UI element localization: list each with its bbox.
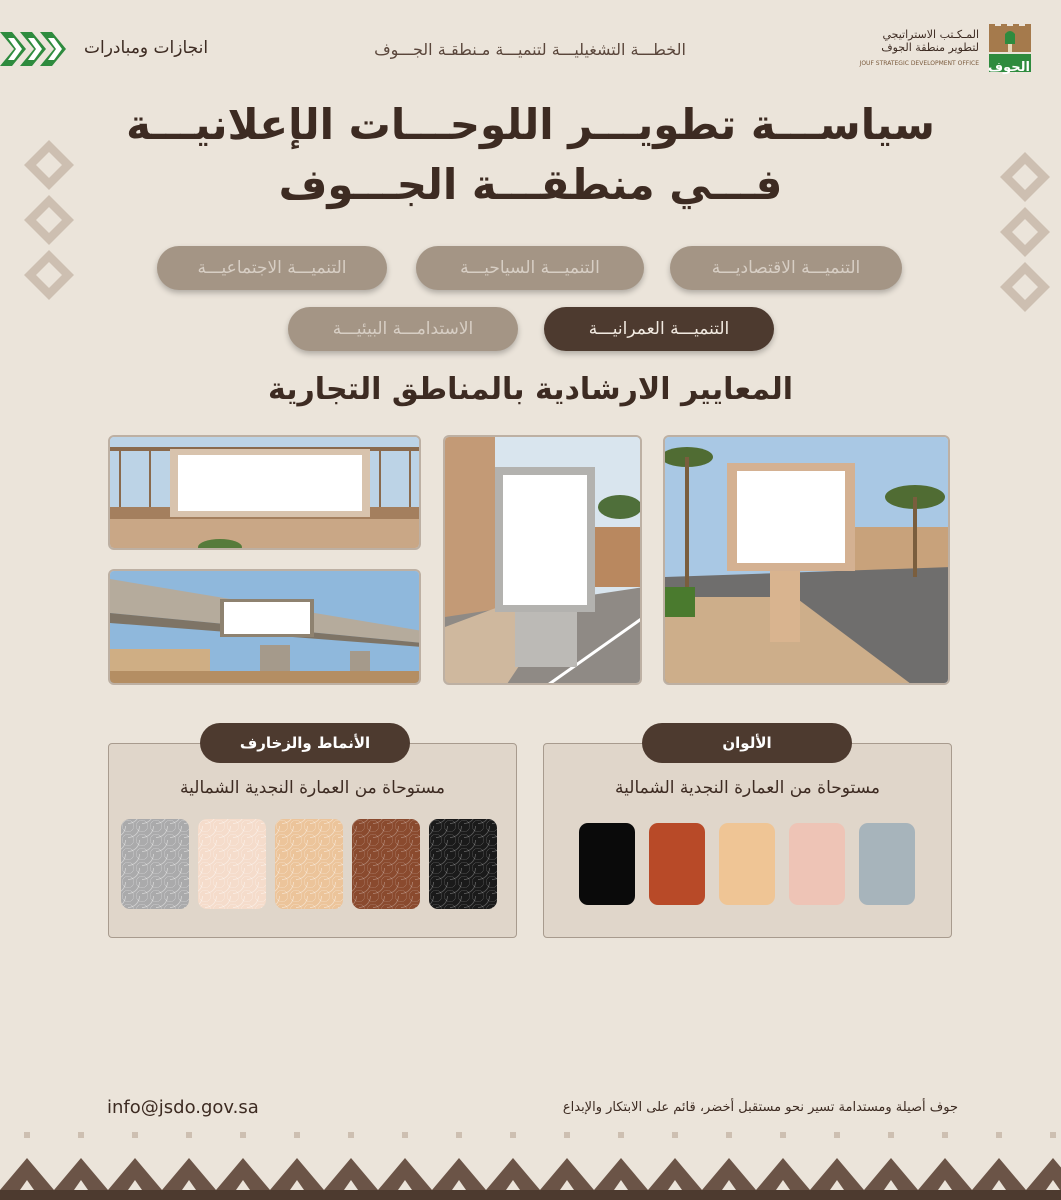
colors-description: مستوحاة من العمارة النجدية الشمالية: [615, 778, 880, 798]
page-title-line1: سياســـة تطويـــر اللوحـــات الإعلانيـــة: [126, 100, 935, 149]
color-swatch: [579, 823, 635, 905]
tab-environmental-sustainability[interactable]: الاستدامـــة البيئيـــة: [288, 307, 518, 351]
logo-text-line2: لتطوير منطقة الجوف: [881, 41, 979, 54]
tab-tourism-development[interactable]: التنميـــة السياحيـــة: [416, 246, 644, 290]
ornament-dot: [240, 1132, 246, 1138]
footer-ornament-band-icon: [0, 1128, 1061, 1200]
street-pole-billboard-image: [443, 435, 642, 685]
tab-economic-development[interactable]: التنميـــة الاقتصاديـــة: [670, 246, 902, 290]
ornament-dot: [672, 1132, 678, 1138]
overpass-billboard-image: [108, 569, 421, 685]
ornament-dot: [942, 1132, 948, 1138]
colors-tab: الألوان: [642, 723, 852, 763]
logo-mark: الجوف: [988, 60, 1030, 75]
ornament-dot: [888, 1132, 894, 1138]
color-swatch: [859, 823, 915, 905]
pattern-swatch: [275, 819, 343, 909]
patterns-description: مستوحاة من العمارة النجدية الشمالية: [180, 778, 445, 798]
contact-email[interactable]: info@jsdo.gov.sa: [107, 1097, 259, 1118]
logo-text-line1: المـكـتب الاستراتيجي: [882, 28, 979, 41]
ornament-dot: [78, 1132, 84, 1138]
ornament-dot: [618, 1132, 624, 1138]
ornament-dot: [780, 1132, 786, 1138]
color-swatch: [789, 823, 845, 905]
color-swatch: [719, 823, 775, 905]
ornament-dot: [294, 1132, 300, 1138]
ornament-dot: [402, 1132, 408, 1138]
ornament-dot: [186, 1132, 192, 1138]
footbridge-billboard-image: [108, 435, 421, 550]
ornament-dot: [24, 1132, 30, 1138]
pattern-swatch: [198, 819, 266, 909]
pattern-swatch: [121, 819, 189, 909]
logo-text-en: JOUF STRATEGIC DEVELOPMENT OFFICE: [859, 60, 979, 67]
ornament-dot: [996, 1132, 1002, 1138]
section-subtitle: المعايير الارشادية بالمناطق التجارية: [268, 372, 793, 407]
pattern-swatch: [429, 819, 497, 909]
footer-slogan: جوف أصيلة ومستدامة تسير نحو مستقبل أخضر، قائم على الابتكار والإبداع: [562, 1100, 958, 1115]
tab-urban-development[interactable]: التنميـــة العمرانيـــة: [544, 307, 774, 351]
ornament-dot: [456, 1132, 462, 1138]
achievements-link[interactable]: انجازات ومبادرات: [84, 38, 209, 58]
tab-social-development[interactable]: التنميـــة الاجتماعيـــة: [157, 246, 387, 290]
ornament-dot: [510, 1132, 516, 1138]
ornament-dot: [726, 1132, 732, 1138]
color-swatch: [649, 823, 705, 905]
sidewalk-billboard-image: [663, 435, 950, 685]
ornament-dot: [564, 1132, 570, 1138]
ornament-dot: [348, 1132, 354, 1138]
chevron-arrows-icon: [0, 32, 70, 66]
ornament-dot: [834, 1132, 840, 1138]
ornament-dot: [1050, 1132, 1056, 1138]
page-title-line2: فـــي منطقـــة الجـــوف: [278, 160, 783, 209]
pattern-swatch: [352, 819, 420, 909]
plan-title: الخطـــة التشغيليـــة لتنميـــة مـنطقـة الجـــوف: [374, 40, 686, 59]
patterns-tab: الأنماط والزخارف: [200, 723, 410, 763]
ornament-dot: [132, 1132, 138, 1138]
